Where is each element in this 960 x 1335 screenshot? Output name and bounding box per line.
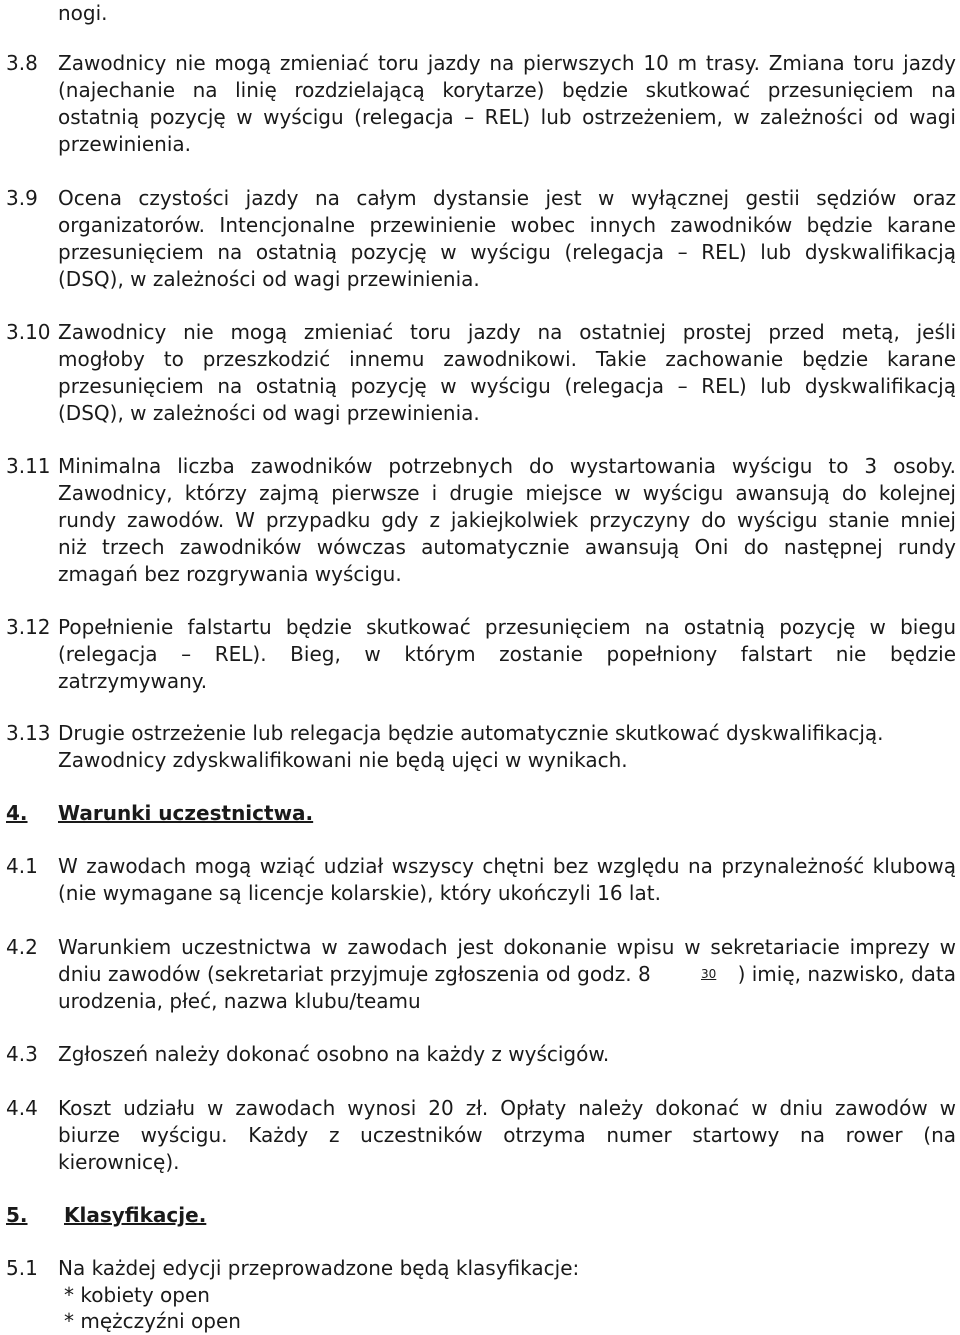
paragraph-line: Koszt udziału w zawodach wynosi 20 zł. Opłaty należy dokonać w dniu zawodów w: [58, 1096, 956, 1120]
paragraph-line: przesunięciem na ostatnią pozycję w wyścigu (relegacja – REL) lub dyskwalifikacją: [58, 374, 956, 398]
list-item: * mężczyźni open: [64, 1309, 241, 1333]
paragraph-line: zatrzymywany.: [58, 669, 208, 693]
paragraph-line: przesunięciem na ostatnią pozycję w wyścigu (relegacja – REL) lub dyskwalifikacją: [58, 240, 956, 264]
paragraph-line: Zgłoszeń należy dokonać osobno na każdy z wyścigów.: [58, 1042, 610, 1066]
paragraph-line: Warunkiem uczestnictwa w zawodach jest dokonanie wpisu w sekretariacie imprezy w: [58, 935, 956, 959]
paragraph-line: Zawodnicy, którzy zajmą pierwsze i drugie miejsce w wyścigu awansują do kolejnej: [58, 481, 956, 505]
paragraph-line: Zawodnicy nie mogą zmieniać toru jazdy na ostatniej prostej przed metą, jeśli: [58, 320, 956, 344]
section-number: 3.11: [6, 454, 51, 478]
paragraph-line: Minimalna liczba zawodników potrzebnych do wystartowania wyścigu to 3 osoby.: [58, 454, 956, 478]
section-number: 4.2: [6, 935, 38, 959]
list-item: * kobiety open: [64, 1283, 210, 1307]
heading-title: Warunki uczestnictwa.: [58, 801, 314, 825]
heading-title: Klasyfikacje.: [64, 1203, 207, 1227]
section-number: 5.1: [6, 1256, 38, 1280]
paragraph-line: ostatnią pozycję w wyścigu (relegacja – REL) lub ostrzeżeniem, w zależności od wagi: [58, 105, 956, 129]
paragraph-line: Popełnienie falstartu będzie skutkować przesunięciem na ostatnią pozycję w biegu: [58, 615, 956, 639]
section-number: 3.12: [6, 615, 51, 639]
paragraph-line: Zawodnicy nie mogą zmieniać toru jazdy na pierwszych 10 m trasy. Zmiana toru jazdy: [58, 51, 956, 75]
section-number: 3.8: [6, 51, 38, 75]
section-number: 4.1: [6, 854, 38, 878]
section-number: 3.13: [6, 721, 51, 745]
paragraph-line: [58, 961, 956, 987]
paragraph-line: rundy zawodów. W przypadku gdy z jakiejkolwiek przyczyny do wyścigu stanie mniej: [58, 508, 956, 532]
paragraph-line: Drugie ostrzeżenie lub relegacja będzie automatycznie skutkować dyskwalifikacją.: [58, 721, 884, 745]
section-number: 4.4: [6, 1096, 38, 1120]
paragraph-line: biurze wyścigu. Każdy z uczestników otrzyma numer startowy na rower (na: [58, 1123, 956, 1147]
section-number: 3.9: [6, 186, 38, 210]
paragraph-line: organizatorów. Intencjonalne przewinienie wobec innych zawodników będzie karane: [58, 213, 956, 237]
paragraph-line: Ocena czystości jazdy na całym dystansie jest w wyłącznej gestii sędziów oraz: [58, 186, 956, 210]
paragraph-line: (DSQ), w zależności od wagi przewinienia.: [58, 401, 480, 425]
section-number: 4.3: [6, 1042, 38, 1066]
section-number: 3.10: [6, 320, 51, 344]
paragraph-line: mogłoby to przeszkodzić innemu zawodnikowi. Takie zachowanie będzie karane: [58, 347, 956, 371]
text-after-time: ) imię, nazwisko, data: [737, 962, 956, 986]
paragraph-line: (nie wymagane są licencje kolarskie), który ukończyli 16 lat.: [58, 881, 661, 905]
paragraph-line: urodzenia, płeć, nazwa klubu/teamu: [58, 989, 421, 1013]
heading-number: 5.: [6, 1203, 28, 1227]
time-superscript: 30: [701, 967, 717, 981]
paragraph-line: przewinienia.: [58, 132, 192, 156]
paragraph-line: Na każdej edycji przeprowadzone będą klasyfikacje:: [58, 1256, 580, 1280]
heading-number: 4.: [6, 801, 28, 825]
paragraph-line: (najechanie na linię rozdzielającą korytarze) będzie skutkować przesunięciem na: [58, 78, 956, 102]
paragraph-line: (DSQ), w zależności od wagi przewinienia.: [58, 267, 480, 291]
paragraph-line: kierownicę).: [58, 1150, 180, 1174]
paragraph-line: (relegacja – REL). Bieg, w którym zostanie popełniony falstart nie będzie: [58, 642, 956, 666]
paragraph-line: niż trzech zawodników wówczas automatycznie awansują Oni do następnej rundy: [58, 535, 956, 559]
text: nogi.: [58, 1, 108, 25]
text-before-time: dniu zawodów (sekretariat przyjmuje zgłoszenia od godz. 8: [58, 962, 651, 986]
paragraph-line: W zawodach mogą wziąć udział wszyscy chętni bez względu na przynależność klubową: [58, 854, 956, 878]
paragraph-line: Zawodnicy zdyskwalifikowani nie będą ujęci w wynikach.: [58, 748, 628, 772]
paragraph-line: zmagań bez rozgrywania wyścigu.: [58, 562, 402, 586]
